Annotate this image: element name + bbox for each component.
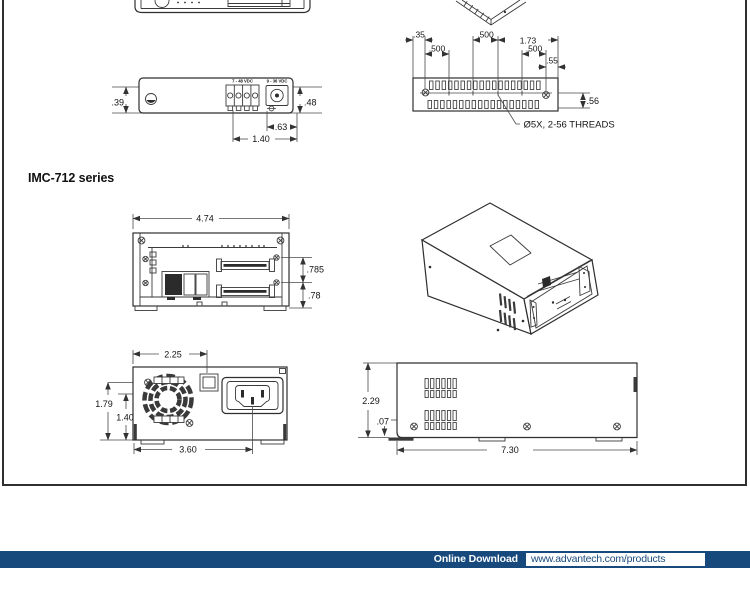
dim-140: 1.40 bbox=[252, 134, 270, 144]
iso-view-imc712 bbox=[422, 203, 598, 334]
dim-173: 1.73 bbox=[519, 35, 537, 46]
dim-229: 2.29 bbox=[362, 396, 380, 406]
front-view-imc712 bbox=[133, 214, 324, 311]
footer-download-label: Online Download bbox=[433, 553, 518, 565]
thread-callout: Ø5X, 2-56 THREADS bbox=[523, 119, 615, 131]
dim-360: 3.60 bbox=[179, 444, 197, 455]
dim-500-b: .500 bbox=[428, 43, 446, 54]
dim-07: .07 bbox=[376, 416, 389, 427]
jack-voltage-label: 9 - 36 VDC bbox=[266, 78, 288, 84]
dim-35: .35 bbox=[413, 29, 425, 40]
dim-500-c: .500 bbox=[525, 43, 543, 54]
partial-front-view bbox=[135, 0, 310, 13]
side-view-imc712 bbox=[358, 363, 637, 455]
partial-iso-view bbox=[456, 0, 526, 25]
section-heading: IMC-712 series bbox=[28, 171, 115, 185]
rear-view-imc711 bbox=[111, 78, 322, 144]
dim-730: 7.30 bbox=[501, 445, 519, 455]
dim-78: .78 bbox=[308, 290, 321, 301]
dim-500-a: .500 bbox=[477, 29, 494, 40]
dim-474: 4.74 bbox=[196, 213, 214, 224]
dim-55: .55 bbox=[546, 55, 558, 66]
dim-48: .48 bbox=[304, 97, 317, 108]
dim-56: .56 bbox=[586, 96, 600, 106]
footer-url: www.advantech.com/products bbox=[531, 553, 666, 565]
side-view-imc711 bbox=[405, 30, 615, 131]
dim-39: .39 bbox=[111, 97, 124, 108]
footer-bar bbox=[0, 551, 750, 568]
dim-785: .785 bbox=[306, 264, 325, 275]
terminal-voltage-label: 7 - 48 VDC bbox=[232, 78, 253, 84]
rear-view-imc712 bbox=[95, 350, 287, 455]
dim-140-rear: 1.40 bbox=[116, 412, 134, 423]
dim-225: 2.25 bbox=[164, 349, 182, 360]
dim-63: .63 bbox=[274, 122, 288, 132]
dim-179: 1.79 bbox=[95, 399, 113, 409]
footer-url-box bbox=[526, 553, 705, 566]
